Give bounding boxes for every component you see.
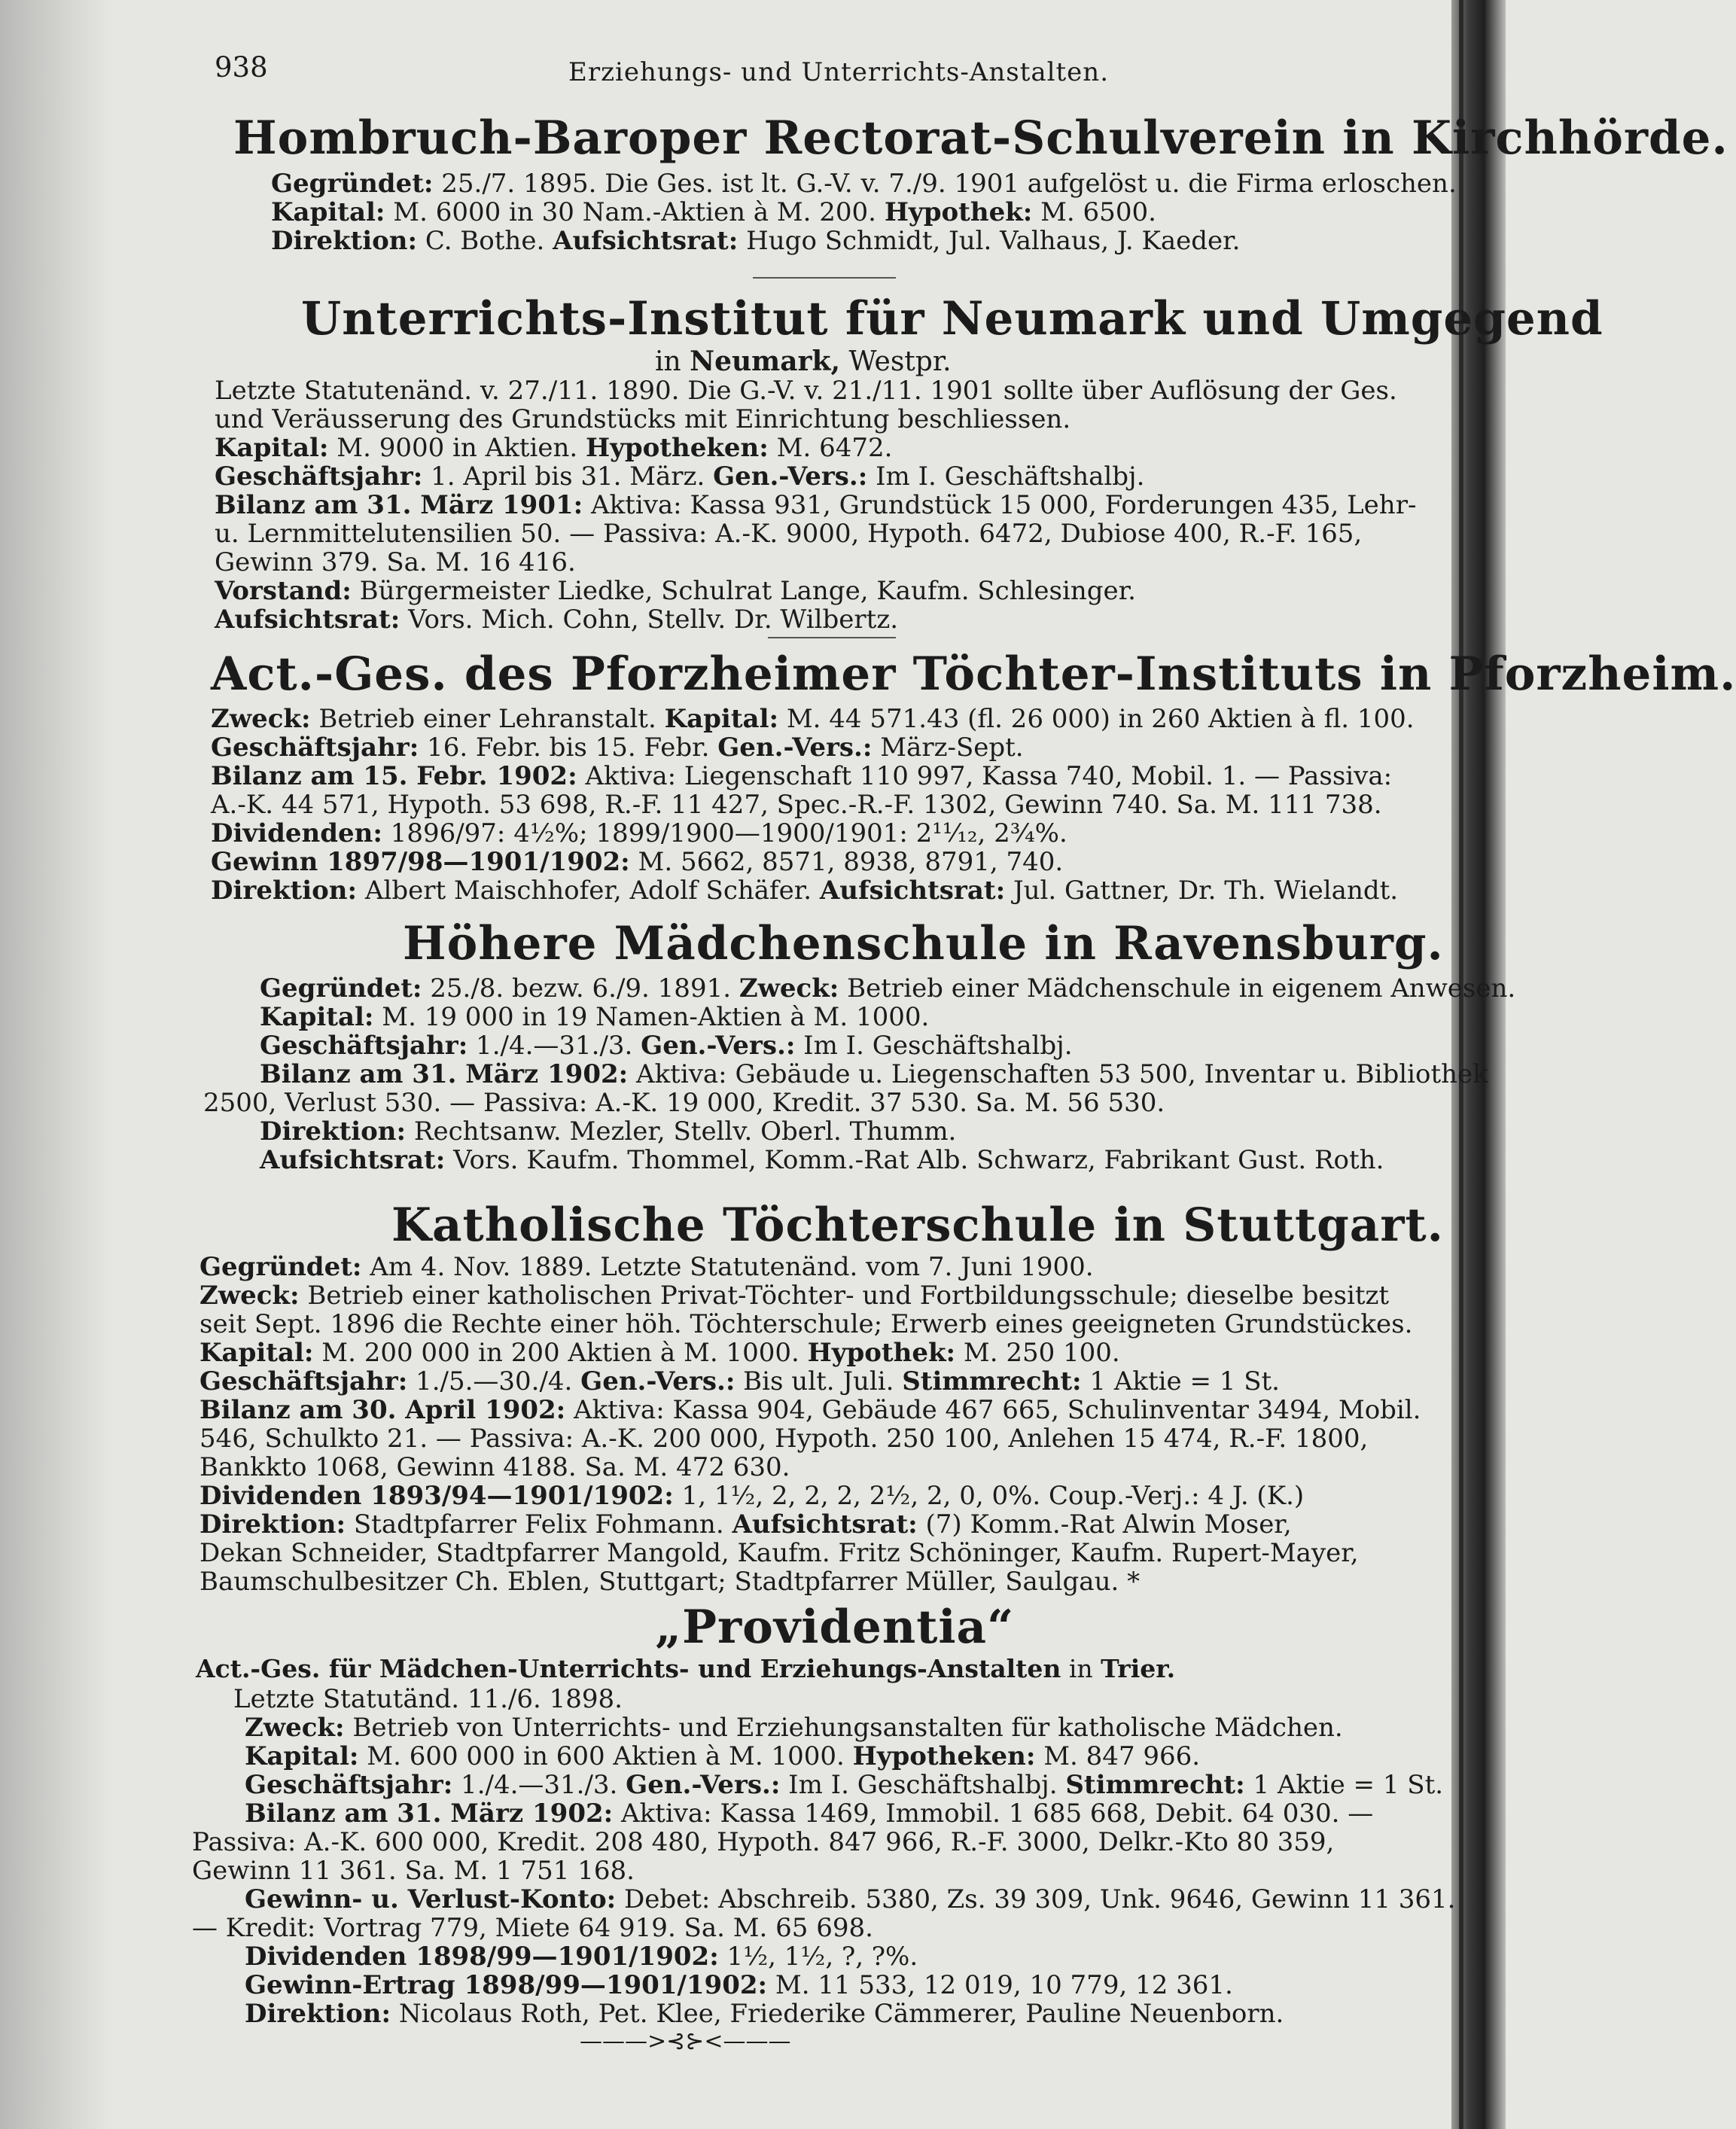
entry-line: — Kredit: Vortrag 779, Miete 64 919. Sa. M. 65 698.	[192, 1913, 873, 1943]
entry-pforzheim-body	[211, 705, 1415, 905]
entry-title: Höhere Mädchenschule in Ravensburg.	[403, 917, 1444, 970]
entry-line: Kapital: M. 19 000 in 19 Namen-Aktien à M. 1000.	[260, 1002, 930, 1032]
entry-line: Gewinn 1897/98—1901/1902: M. 5662, 8571, 8938, 8791, 740.	[211, 847, 1064, 877]
header-title: Erziehungs- und Unterrichts-Anstalten.	[568, 57, 1109, 87]
page-number: 938	[215, 51, 268, 84]
entry-line: Gewinn 11 361. Sa. M. 1 751 168.	[192, 1856, 635, 1886]
entry-line: Gegründet: Am 4. Nov. 1889. Letzte Statutenänd. vom 7. Juni 1900.	[199, 1252, 1094, 1282]
entry-line: Aufsichtsrat: Vors. Kaufm. Thommel, Komm.-Rat Alb. Schwarz, Fabrikant Gust. Roth.	[260, 1145, 1384, 1175]
entry-line: Dividenden: 1896/97: 4½%; 1899/1900—1900/1901: 2¹¹⁄₁₂, 2¾%.	[211, 818, 1067, 848]
entry-line: Bilanz am 31. März 1902: Aktiva: Kassa 1469, Immobil. 1 685 668, Debit. 64 030. —	[245, 1799, 1374, 1829]
entry-ravensburg	[403, 917, 1444, 971]
entry-line: Gewinn-Ertrag 1898/99—1901/1902: M. 11 533, 12 019, 10 779, 12 361.	[245, 1970, 1233, 2000]
entry-line: Gegründet: 25./7. 1895. Die Ges. ist lt. G.-V. v. 7./9. 1901 aufgelöst u. die Firma erloschen.	[271, 169, 1457, 199]
entry-line: Geschäftsjahr: 1./4.—31./3. Gen.-Vers.: Im I. Geschäftshalbj. Stimmrecht: 1 Aktie = 1 St.	[245, 1770, 1444, 1800]
entry-line: Direktion: C. Bothe. Aufsichtsrat: Hugo Schmidt, Jul. Valhaus, J. Kaeder.	[271, 226, 1241, 256]
separator-line	[753, 277, 896, 279]
entry-title: Unterrichts-Institut für Neumark und Umgegend	[301, 292, 1604, 346]
entry-providentia-subtitle: Act.-Ges. für Mädchen-Unterrichts- und Erziehungs-Anstalten in Trier.	[196, 1654, 1176, 1683]
entry-line: Dividenden 1898/99—1901/1902: 1½, 1½, ?, ?%.	[245, 1942, 918, 1972]
entry-line: Gewinn 379. Sa. M. 16 416.	[215, 547, 576, 577]
entry-title: Katholische Töchterschule in Stuttgart.	[391, 1199, 1444, 1252]
entry-title: Hombruch-Baroper Rectorat-Schulverein in Kirchhörde.	[233, 111, 1728, 165]
entry-line: Direktion: Nicolaus Roth, Pet. Klee, Friederike Cämmerer, Pauline Neuenborn.	[245, 1999, 1284, 2029]
entry-line: Dividenden 1893/94—1901/1902: 1, 1½, 2, 2, 2, 2½, 2, 0, 0%. Coup.-Verj.: 4 J. (K.)	[199, 1481, 1305, 1511]
entry-line: Letzte Statutänd. 11./6. 1898.	[233, 1684, 623, 1714]
entry-neumark-body	[215, 376, 1416, 634]
entry-line: Geschäftsjahr: 1./4.—31./3. Gen.-Vers.: Im I. Geschäftshalbj.	[260, 1031, 1073, 1061]
entry-stuttgart-body	[199, 1253, 1421, 1596]
entry-line: Gewinn- u. Verlust-Konto: Debet: Abschreib. 5380, Zs. 39 309, Unk. 9646, Gewinn 11 361.	[245, 1884, 1456, 1914]
entry-line: Geschäftsjahr: 1. April bis 31. März. Gen.-Vers.: Im I. Geschäftshalbj.	[215, 461, 1145, 492]
entry-providentia	[655, 1601, 1014, 1655]
entry-line: Dekan Schneider, Stadtpfarrer Mangold, Kaufm. Fritz Schöninger, Kaufm. Rupert-Mayer,	[199, 1538, 1359, 1568]
entry-line: Vorstand: Bürgermeister Liedke, Schulrat Lange, Kaufm. Schlesinger.	[215, 576, 1136, 606]
entry-line: Aufsichtsrat: Vors. Mich. Cohn, Stellv. Dr. Wilbertz.	[215, 605, 899, 635]
entry-line: Kapital: M. 200 000 in 200 Aktien à M. 1000. Hypothek: M. 250 100.	[199, 1338, 1120, 1368]
entry-line: Direktion: Albert Maischhofer, Adolf Schäfer. Aufsichtsrat: Jul. Gattner, Dr. Th. Wielandt.	[211, 876, 1399, 906]
entry-line: Kapital: M. 9000 in Aktien. Hypotheken: M. 6472.	[215, 433, 893, 463]
entry-title: Act.-Ges. des Pforzheimer Töchter-Instituts in Pforzheim.	[211, 647, 1736, 701]
entry-line: seit Sept. 1896 die Rechte einer höh. Töchterschule; Erwerb eines geeigneten Grundstückes.	[199, 1309, 1413, 1339]
entry-hombruch	[233, 111, 1728, 166]
running-header	[215, 51, 1607, 89]
entry-line: Geschäftsjahr: 16. Febr. bis 15. Febr. Gen.-Vers.: März-Sept.	[211, 733, 1024, 763]
entry-line: Geschäftsjahr: 1./5.—30./4. Gen.-Vers.: Bis ult. Juli. Stimmrecht: 1 Aktie = 1 St.	[199, 1366, 1280, 1396]
entry-line: und Veräusserung des Grundstücks mit Einrichtung beschliessen.	[215, 404, 1071, 434]
entry-title: „Providentia“	[655, 1601, 1015, 1654]
entry-line: Bilanz am 15. Febr. 1902: Aktiva: Liegenschaft 110 997, Kassa 740, Mobil. 1. — Passiva:	[211, 761, 1393, 791]
entry-line: Passiva: A.-K. 600 000, Kredit. 208 480, Hypoth. 847 966, R.-F. 3000, Delkr.-Kto 80 359,	[192, 1827, 1335, 1857]
entry-line: Kapital: M. 600 000 in 600 Aktien à M. 1000. Hypotheken: M. 847 966.	[245, 1741, 1201, 1771]
entry-line: Zweck: Betrieb einer Lehranstalt. Kapital: M. 44 571.43 (fl. 26 000) in 260 Aktien à fl. 100.	[211, 704, 1415, 734]
entry-pforzheim	[211, 647, 1736, 702]
entry-line: Bilanz am 31. März 1901: Aktiva: Kassa 931, Grundstück 15 000, Forderungen 435, Lehr-	[215, 490, 1417, 520]
end-ornament: ———>⊰⊱<———	[580, 2028, 791, 2054]
entry-line: Kapital: M. 6000 in 30 Nam.-Aktien à M. 200. Hypothek: M. 6500.	[271, 197, 1156, 227]
separator-line	[768, 637, 896, 638]
entry-ravensburg-body	[203, 974, 1515, 1174]
entry-line: Baumschulbesitzer Ch. Eblen, Stuttgart; Stadtpfarrer Müller, Saulgau. *	[199, 1567, 1141, 1597]
entry-stuttgart	[391, 1199, 1444, 1253]
entry-line: A.-K. 44 571, Hypoth. 53 698, R.-F. 11 427, Spec.-R.-F. 1302, Gewinn 740. Sa. M. 111 738.	[211, 790, 1382, 820]
entry-line: u. Lernmittelutensilien 50. — Passiva: A.-K. 9000, Hypoth. 6472, Dubiose 400, R.-F. 165,	[215, 519, 1363, 549]
entry-neumark	[301, 292, 1604, 346]
entry-line: Direktion: Rechtsanw. Mezler, Stellv. Oberl. Thumm.	[260, 1116, 957, 1147]
entry-line: Letzte Statutenänd. v. 27./11. 1890. Die G.-V. v. 21./11. 1901 sollte über Auflösung der Ges.	[215, 376, 1397, 406]
entry-line: Direktion: Stadtpfarrer Felix Fohmann. Aufsichtsrat: (7) Komm.-Rat Alwin Moser,	[199, 1509, 1292, 1540]
entry-line: 546, Schulkto 21. — Passiva: A.-K. 200 000, Hypoth. 250 100, Anlehen 15 474, R.-F. 1800,	[199, 1424, 1369, 1454]
entry-line: Zweck: Betrieb einer katholischen Privat-Töchter- und Fortbildungsschule; dieselbe besitzt	[199, 1281, 1390, 1311]
entry-line: Bankkto 1068, Gewinn 4188. Sa. M. 472 630.	[199, 1452, 790, 1482]
entry-hombruch-body	[271, 169, 1457, 255]
entry-line: 2500, Verlust 530. — Passiva: A.-K. 19 000, Kredit. 37 530. Sa. M. 56 530.	[203, 1088, 1165, 1118]
entry-line: Bilanz am 30. April 1902: Aktiva: Kassa 904, Gebäude 467 665, Schulinventar 3494, Mobil.	[199, 1395, 1421, 1425]
entry-line: Bilanz am 31. März 1902: Aktiva: Gebäude u. Liegenschaften 53 500, Inventar u. Bibliothek	[260, 1059, 1488, 1089]
entry-subtitle: in Neumark, Westpr.	[655, 346, 952, 377]
entry-providentia-body	[192, 1685, 1455, 2028]
entry-line: Gegründet: 25./8. bezw. 6./9. 1891. Zweck: Betrieb einer Mädchenschule in eigenem Anwesen.	[260, 973, 1516, 1004]
entry-line: Zweck: Betrieb von Unterrichts- und Erziehungsanstalten für katholische Mädchen.	[245, 1713, 1343, 1743]
page-shadow-left	[0, 0, 113, 2129]
